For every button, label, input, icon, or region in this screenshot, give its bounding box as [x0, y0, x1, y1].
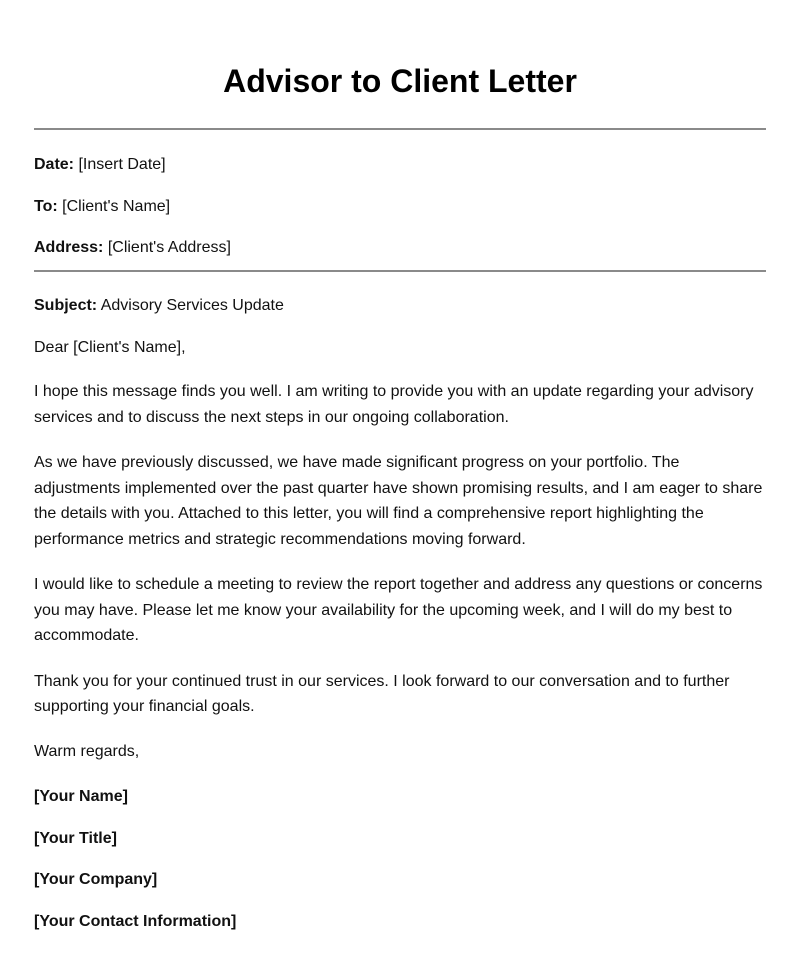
subject-line	[34, 296, 766, 316]
signature-contact: [Your Contact Information]	[34, 912, 237, 930]
address-label: Address:	[34, 239, 104, 256]
subject-block	[34, 272, 766, 316]
signature-company: [Your Company]	[34, 870, 158, 888]
paragraph-meeting: I would like to schedule a meeting to review the report together and address any questions or concerns you may have. Please let me know your availability for the upcoming week, and I will do my best to accommodate.	[34, 576, 763, 644]
paragraph-thanks: Thank you for your continued trust in our services. I look forward to our conversation and to further supporting your financial goals.	[34, 672, 730, 715]
salutation: Dear [Client's Name],	[34, 339, 186, 356]
date-line	[34, 155, 766, 175]
to-label: To:	[34, 198, 58, 215]
address-line	[34, 238, 766, 258]
date-value: [Insert Date]	[78, 156, 166, 173]
letter-header-fields	[34, 130, 766, 258]
date-label: Date:	[34, 156, 75, 173]
paragraph-intro: I hope this message finds you well. I am writing to provide you with an update regarding your advisory services and to discuss the next steps in our ongoing collaboration.	[34, 383, 754, 426]
to-line	[34, 197, 766, 217]
subject-label: Subject:	[34, 297, 98, 314]
address-value: [Client's Address]	[107, 239, 231, 256]
signature-name: [Your Name]	[34, 787, 128, 805]
to-value: [Client's Name]	[62, 198, 171, 215]
paragraph-progress: As we have previously discussed, we have made significant progress on your portfolio. The adjustments implemented over the past quarter have shown promising results, and I am eager to share the details with you. Attached to this letter, you will find a comprehensive report highlighting the performance metrics and strategic recommendations moving forward.	[34, 454, 763, 548]
letter-title: Advisor to Client Letter	[223, 63, 577, 99]
signature-title: [Your Title]	[34, 829, 117, 847]
closing: Warm regards,	[34, 742, 140, 760]
subject-value: Advisory Services Update	[100, 297, 284, 314]
